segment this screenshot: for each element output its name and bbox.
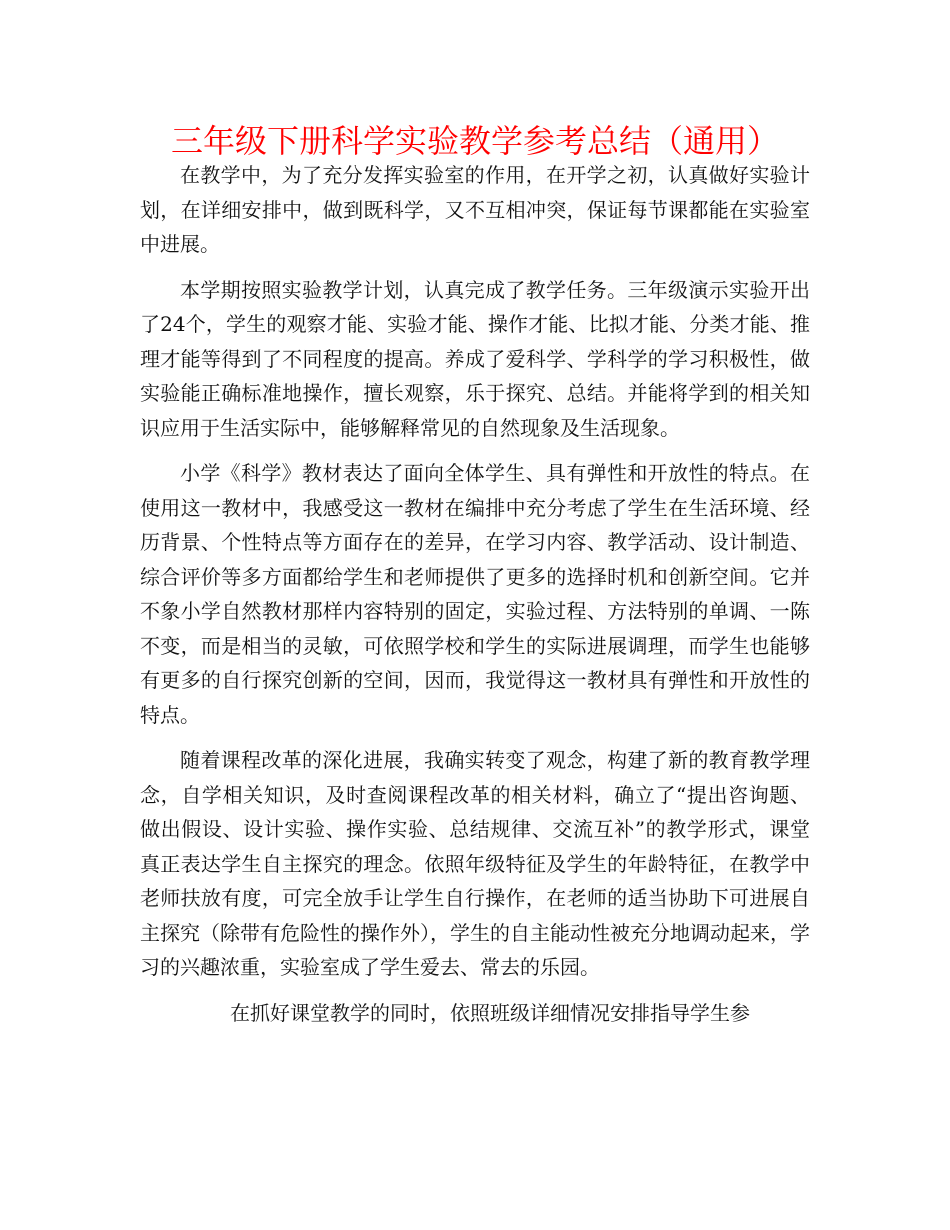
paragraph-3: 小学《科学》教材表达了面向全体学生、具有弹性和开放性的特点。在使用这一教材中，我感受这一教材在编排中充分考虑了学生在生活环境、经历背景、个性特点等方面存在的差异，在学习内容、教学活动、设计制造、综合评价等多方面都给学生和老师提供了更多的选择时机和创新空间。它并不象小学自然教材那样内容特别的固定，实验过程、方法特别的单调、一陈不变，而是相当的灵敏，可依照学校和学生的实际进展调理，而学生也能够有更多的自行探究创新的空间，因而，我觉得这一教材具有弹性和开放性的特点。 bbox=[140, 461, 810, 727]
paragraph-2: 本学期按照实验教学计划，认真完成了教学任务。三年级演示实验开出了24个，学生的观察才能、实验才能、操作才能、比拟才能、分类才能、推理才能等得到了不同程度的提高。养成了爱科学、学科学的学习积极性，做实验能正确标准地操作，擅长观察，乐于探究、总结。并能将学到的相关知识应用于生活实际中，能够解释常见的自然现象及生活现象。 bbox=[140, 277, 810, 440]
paragraph-4: 随着课程改革的深化进展，我确实转变了观念，构建了新的教育教学理念，自学相关知识，及时查阅课程改革的相关材料，确立了“提出咨询题、做出假设、设计实验、操作实验、总结规律、交流互补”的教学形式，课堂真正表达学生自主探究的理念。依照年级特征及学生的年龄特征，在教学中老师扶放有度，可完全放手让学生自行操作，在老师的适当协助下可进展自主探究（除带有危险性的操作外），学生的自主能动性被充分地调动起来，学习的兴趣浓重，实验室成了学生爱去、常去的乐园。 bbox=[140, 748, 810, 979]
paragraph-5: 在抓好课堂教学的同时，依照班级详细情况安排指导学生参 bbox=[230, 1000, 750, 1025]
document-title: 三年级下册科学实验教学参考总结（通用） bbox=[170, 122, 779, 160]
paragraph-1: 在教学中，为了充分发挥实验室的作用，在开学之初，认真做好实验计划，在详细安排中，做到既科学，又不互相冲突，保证每节课都能在实验室中进展。 bbox=[140, 163, 810, 256]
document-body bbox=[140, 158, 810, 1030]
